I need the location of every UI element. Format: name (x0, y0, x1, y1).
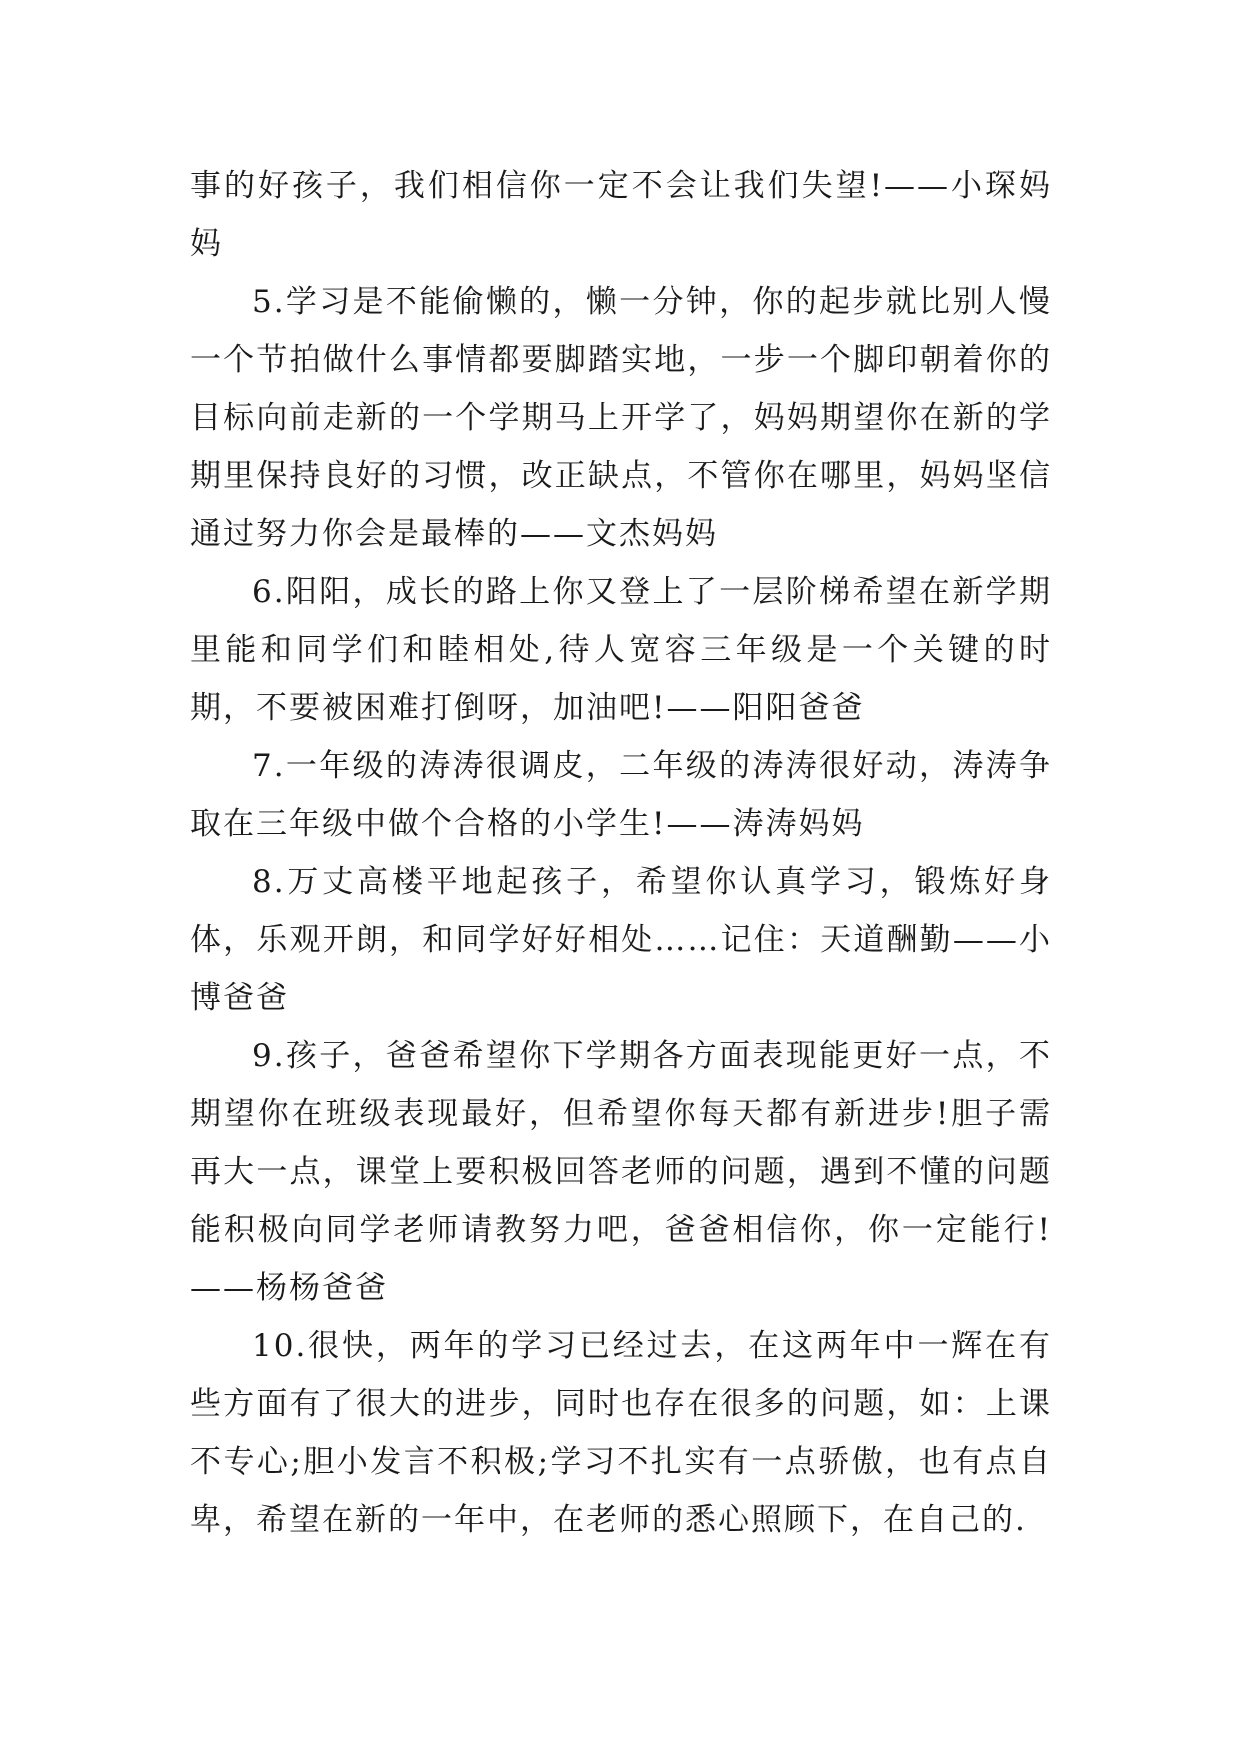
paragraph-item-10: 10.很快，两年的学习已经过去，在这两年中一辉在有些方面有了很大的进步，同时也存在很多的问题，如：上课不专心;胆小发言不积极;学习不扎实有一点骄傲，也有点自卑，希望在新的一年中，在老师的悉心照顾下，在自己的. (190, 1328, 1052, 1538)
paragraph-continuation: 事的好孩子，我们相信你一定不会让我们失望!——小琛妈妈 (190, 168, 1052, 262)
document-body (190, 157, 1052, 1549)
paragraph-item-7: 7.一年级的涛涛很调皮，二年级的涛涛很好动，涛涛争取在三年级中做个合格的小学生!——涛涛妈妈 (190, 748, 1052, 842)
paragraph-item-5: 5.学习是不能偷懒的，懒一分钟，你的起步就比别人慢一个节拍做什么事情都要脚踏实地，一步一个脚印朝着你的目标向前走新的一个学期马上开学了，妈妈期望你在新的学期里保持良好的习惯，改正缺点，不管你在哪里，妈妈坚信通过努力你会是最棒的——文杰妈妈 (190, 284, 1052, 552)
paragraph-item-8: 8.万丈高楼平地起孩子，希望你认真学习，锻炼好身体，乐观开朗，和同学好好相处……记住：天道酬勤——小博爸爸 (190, 864, 1052, 1016)
paragraph-item-6: 6.阳阳，成长的路上你又登上了一层阶梯希望在新学期里能和同学们和睦相处,待人宽容三年级是一个关键的时期，不要被困难打倒呀，加油吧!——阳阳爸爸 (190, 574, 1052, 726)
paragraph-item-9: 9.孩子，爸爸希望你下学期各方面表现能更好一点，不期望你在班级表现最好，但希望你每天都有新进步!胆子需再大一点，课堂上要积极回答老师的问题，遇到不懂的问题能积极向同学老师请教努力吧，爸爸相信你，你一定能行!——杨杨爸爸 (190, 1038, 1052, 1306)
